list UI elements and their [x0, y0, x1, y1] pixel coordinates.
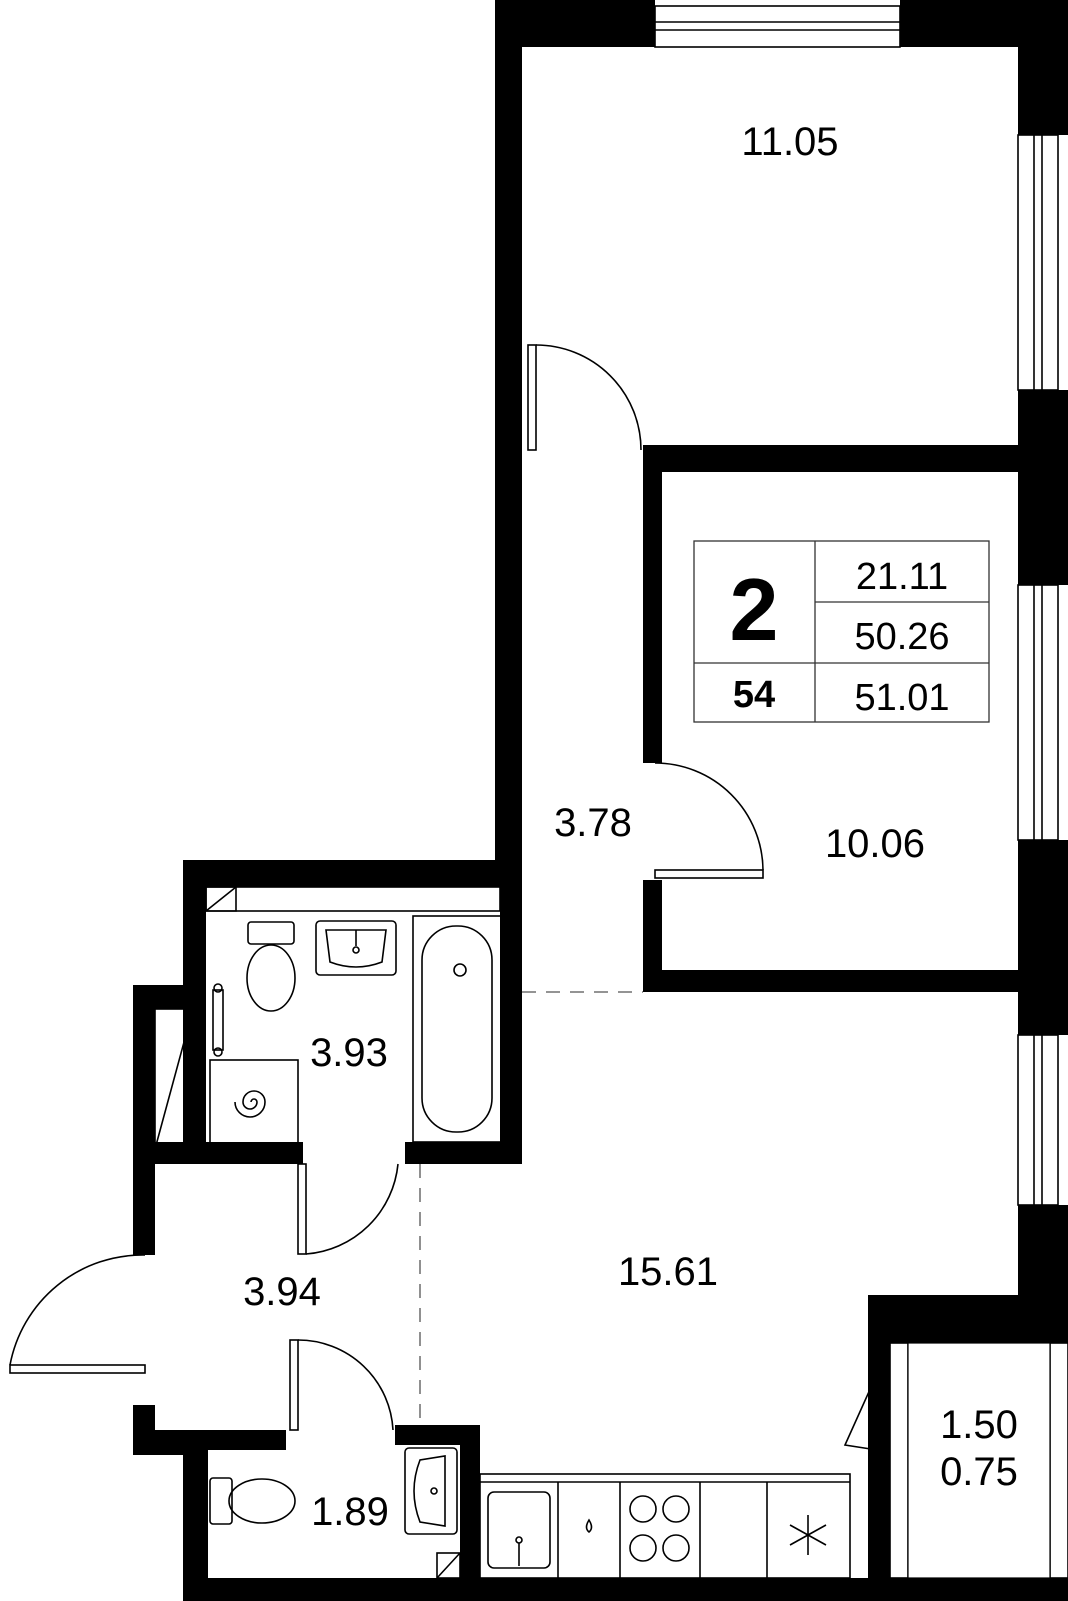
toilet-icon [247, 922, 295, 1011]
wc-sink-icon [405, 1448, 457, 1534]
area-bedroom-2: 10.06 [824, 822, 926, 866]
wall-top-left [495, 0, 655, 47]
wall-bedroom2-left-top [643, 445, 662, 763]
area-wc: 1.89 [311, 1490, 389, 1534]
door-entrance-leaf [10, 1365, 145, 1373]
wall-bathroom-bottom-right [405, 1142, 522, 1164]
door-entrance-swing [10, 1255, 145, 1365]
door-bedroom1-leaf [528, 345, 536, 450]
wall-bathroom-bottom-left [155, 1142, 303, 1164]
rooms-count: 2 [729, 560, 779, 659]
boiler-icon [210, 1060, 298, 1144]
apartment-number: 54 [732, 674, 776, 716]
wall-hallway-left-top [133, 985, 155, 1255]
apartment-info-box [694, 541, 989, 722]
door-bathroom-leaf [298, 1164, 306, 1254]
wall-wc-top [183, 1430, 286, 1450]
window-living [1018, 1035, 1058, 1205]
door-wc-swing [298, 1340, 393, 1430]
bathroom-fixtures [155, 887, 501, 1149]
wc-toilet-icon [210, 1478, 295, 1524]
area-living-kitchen: 15.61 [617, 1250, 719, 1294]
wall-right-2 [1018, 390, 1068, 585]
bathtub-icon [413, 916, 501, 1142]
wall-bathroom-right [500, 887, 522, 1155]
door-bedroom2-swing [655, 763, 763, 870]
water-drop-icon [587, 1520, 592, 1532]
kitchen-counter [480, 1474, 850, 1578]
kitchen-sink-icon [488, 1492, 550, 1568]
window-balcony-door [890, 1343, 908, 1578]
door-bathroom-swing [306, 1164, 398, 1254]
wall-corridor-joint [495, 840, 522, 860]
kitchen-fixtures [480, 1474, 850, 1578]
area-corridor: 3.78 [554, 801, 632, 845]
area-bathroom: 3.93 [310, 1031, 388, 1075]
area-balcony: 1.50 [940, 1403, 1018, 1447]
wall-right-1 [1018, 0, 1068, 135]
wall-wc-left [183, 1430, 208, 1601]
living-area: 21.11 [855, 556, 949, 598]
door-bedroom1-swing [536, 345, 641, 450]
area-hallway: 3.94 [243, 1270, 321, 1314]
sink-icon [316, 921, 396, 975]
towel-rail-icon [213, 984, 223, 1056]
wall-balcony-left [868, 1295, 890, 1601]
wall-hallway-niche-top [133, 985, 203, 1009]
door-bedroom2-leaf [655, 870, 763, 878]
total-area: 50.26 [854, 616, 950, 658]
wall-bedrooms [650, 445, 1068, 472]
fridge-icon [790, 1515, 826, 1555]
wall-right-3 [1018, 840, 1068, 1035]
window-balcony-side [1050, 1343, 1068, 1578]
window-bedroom2 [1018, 585, 1058, 840]
stove-icon [630, 1496, 689, 1561]
wall-balcony-top [868, 1295, 1068, 1343]
doors [10, 345, 890, 1452]
wall-corridor-left [495, 0, 522, 860]
door-wc-leaf [290, 1340, 298, 1430]
area-bedroom-1: 11.05 [741, 120, 839, 164]
window-bedroom1 [1018, 135, 1058, 390]
wall-wc-right [460, 1425, 480, 1601]
wall-bedroom2-bottom [643, 970, 1068, 992]
window-top [655, 6, 900, 47]
area-balcony-reduced: 0.75 [940, 1450, 1018, 1494]
total-area-with-balcony: 51.01 [854, 677, 950, 719]
wall-bottom [183, 1578, 1068, 1601]
wall-bathroom-top [183, 860, 522, 887]
